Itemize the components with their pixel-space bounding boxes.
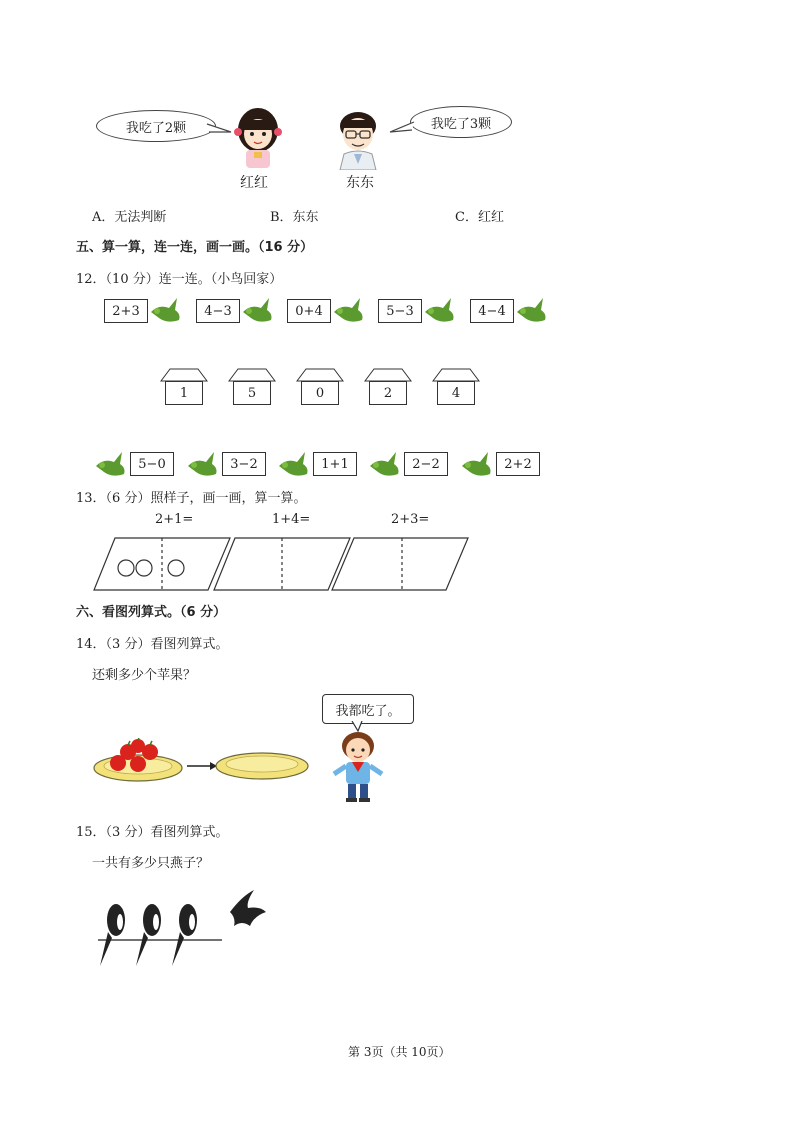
name-hong: 红红	[240, 175, 268, 191]
bird-icon	[515, 294, 551, 328]
parallelogram-2	[214, 538, 350, 590]
bird-icon	[460, 448, 496, 482]
empty-plate-icon	[214, 750, 310, 782]
bubble-text: 我吃了2颗	[125, 120, 187, 136]
house[interactable]: 1	[165, 381, 203, 405]
option-c[interactable]: C．红红	[455, 210, 504, 225]
section-title: 五、算一算，连一连，画一画。（16 分）	[76, 240, 314, 255]
question-title: 13．（6 分）照样子，画一画，算一算。	[76, 491, 307, 506]
expr-box[interactable]: 5−0	[130, 452, 174, 476]
boy-icon	[328, 728, 388, 804]
bird-icon	[241, 294, 277, 328]
expr-box[interactable]: 1+1	[313, 452, 357, 476]
bird-icon	[149, 294, 185, 328]
bird-icon	[423, 294, 459, 328]
expr-box[interactable]: 2−2	[404, 452, 448, 476]
bubble-tail-right	[386, 118, 416, 138]
section-title: 六、看图列算式。（6 分）	[76, 605, 227, 620]
house-roof	[364, 368, 412, 382]
name-dong: 东东	[346, 175, 374, 191]
question-title: 12．（10 分）连一连。（小鸟回家）	[76, 272, 283, 287]
option-a[interactable]: A．无法判断	[92, 210, 167, 225]
house-roof	[228, 368, 276, 382]
question-title: 15．（3 分）看图列算式。	[76, 825, 229, 840]
speech-bubble-hong	[96, 110, 216, 142]
bird-icon	[186, 448, 222, 482]
speech-text: 我都吃了。	[335, 703, 401, 719]
bird-icon	[94, 448, 130, 482]
bird-icon	[277, 448, 313, 482]
girl-hong-icon	[230, 102, 286, 170]
parallelogram-3	[332, 538, 468, 590]
expr-box[interactable]: 0+4	[287, 299, 331, 323]
parallelogram-set	[90, 534, 480, 594]
house[interactable]: 2	[369, 381, 407, 405]
equation: 2+1=	[155, 512, 194, 527]
house[interactable]: 0	[301, 381, 339, 405]
expr-box[interactable]: 2+2	[496, 452, 540, 476]
bird-icon	[368, 448, 404, 482]
option-b[interactable]: B．东东	[270, 210, 319, 225]
expr-box[interactable]: 5−3	[378, 299, 422, 323]
house[interactable]: 4	[437, 381, 475, 405]
equation: 1+4=	[272, 512, 311, 527]
expr-box[interactable]: 4−4	[470, 299, 514, 323]
house[interactable]: 5	[233, 381, 271, 405]
bird-icon	[332, 294, 368, 328]
house-roof	[296, 368, 344, 382]
swallows-icon	[94, 886, 274, 970]
equation: 2+3=	[391, 512, 430, 527]
page-footer: 第 3页（共 10页）	[348, 1045, 451, 1059]
bubble-text: 我吃了3颗	[430, 116, 492, 132]
house-roof	[160, 368, 208, 382]
question-prompt: 还剩多少个苹果？	[92, 668, 197, 683]
house-roof	[432, 368, 480, 382]
speech-bubble-dong	[410, 106, 512, 138]
expr-box[interactable]: 2+3	[104, 299, 148, 323]
plate-with-apples-icon	[92, 738, 188, 784]
speech-box	[322, 694, 414, 724]
question-prompt: 一共有多少只燕子？	[92, 856, 210, 871]
question-title: 14．（3 分）看图列算式。	[76, 637, 229, 652]
boy-dong-icon	[330, 104, 386, 170]
expr-box[interactable]: 3−2	[222, 452, 266, 476]
expr-box[interactable]: 4−3	[196, 299, 240, 323]
parallelogram-1	[94, 538, 230, 590]
